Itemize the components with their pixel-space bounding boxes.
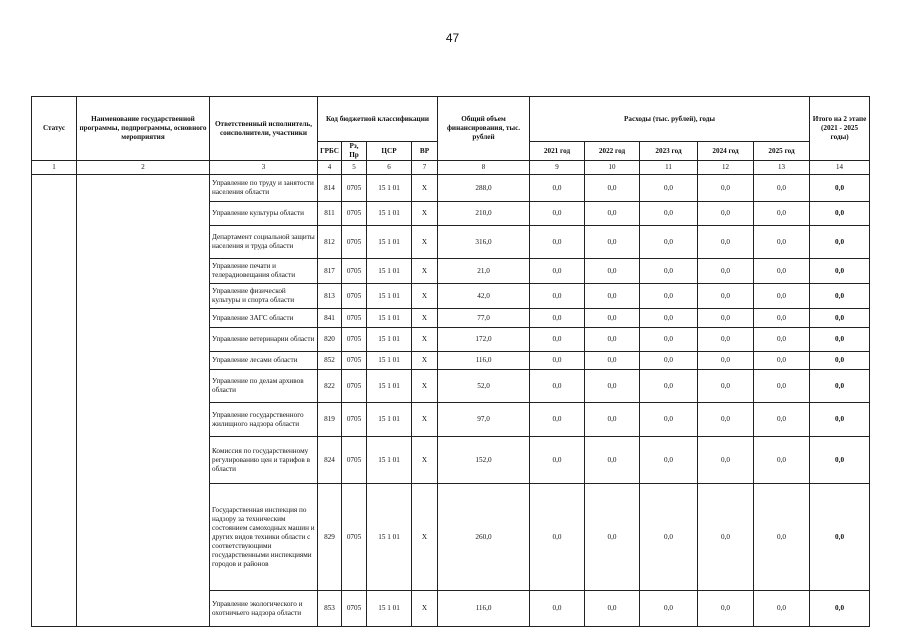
year-2021-cell: 0,0 (530, 437, 585, 484)
year-2021-cell: 0,0 (530, 202, 585, 226)
stage-total-cell: 0,0 (810, 591, 870, 627)
column-number: 11 (640, 161, 698, 175)
total-funding-cell: 210,0 (438, 202, 530, 226)
rz-pr-cell: 0705 (342, 309, 367, 328)
year-2025-cell: 0,0 (754, 403, 810, 437)
year-2022-cell: 0,0 (585, 591, 640, 627)
csr-cell: 15 1 01 (367, 328, 412, 352)
vr-cell: Х (412, 437, 438, 484)
total-funding-cell: 116,0 (438, 352, 530, 370)
total-funding-cell: 97,0 (438, 403, 530, 437)
status-cell (32, 175, 77, 627)
year-2022-cell: 0,0 (585, 370, 640, 403)
year-2023-cell: 0,0 (640, 403, 698, 437)
stage-total-cell: 0,0 (810, 403, 870, 437)
year-2025-cell: 0,0 (754, 226, 810, 259)
csr-cell: 15 1 01 (367, 370, 412, 403)
stage-total-cell: 0,0 (810, 328, 870, 352)
csr-cell: 15 1 01 (367, 352, 412, 370)
column-number: 1 (32, 161, 77, 175)
year-2022-cell: 0,0 (585, 259, 640, 284)
total-funding-cell: 52,0 (438, 370, 530, 403)
rz-pr-cell: 0705 (342, 437, 367, 484)
rz-pr-cell: 0705 (342, 352, 367, 370)
grbs-cell: 813 (318, 284, 342, 309)
year-2025-cell: 0,0 (754, 437, 810, 484)
year-2025-cell: 0,0 (754, 284, 810, 309)
rz-pr-cell: 0705 (342, 370, 367, 403)
grbs-cell: 822 (318, 370, 342, 403)
year-2021-cell: 0,0 (530, 309, 585, 328)
year-2024-cell: 0,0 (698, 403, 754, 437)
year-2023-cell: 0,0 (640, 284, 698, 309)
year-2021-cell: 0,0 (530, 484, 585, 591)
rz-pr-cell: 0705 (342, 403, 367, 437)
header-year-2025: 2025 год (754, 142, 810, 161)
header-year-2022: 2022 год (585, 142, 640, 161)
total-funding-cell: 77,0 (438, 309, 530, 328)
csr-cell: 15 1 01 (367, 202, 412, 226)
year-2021-cell: 0,0 (530, 370, 585, 403)
year-2023-cell: 0,0 (640, 259, 698, 284)
grbs-cell: 814 (318, 175, 342, 202)
header-program: Наименование государственной программы, подпрограммы, основного мероприятия (77, 97, 210, 161)
budget-table (31, 96, 870, 627)
stage-total-cell: 0,0 (810, 259, 870, 284)
rz-pr-cell: 0705 (342, 484, 367, 591)
year-2023-cell: 0,0 (640, 370, 698, 403)
year-2024-cell: 0,0 (698, 328, 754, 352)
grbs-cell: 852 (318, 352, 342, 370)
stage-total-cell: 0,0 (810, 175, 870, 202)
vr-cell: Х (412, 328, 438, 352)
column-number: 12 (698, 161, 754, 175)
header-year-2024: 2024 год (698, 142, 754, 161)
year-2023-cell: 0,0 (640, 437, 698, 484)
year-2024-cell: 0,0 (698, 226, 754, 259)
vr-cell: Х (412, 484, 438, 591)
year-2023-cell: 0,0 (640, 309, 698, 328)
year-2021-cell: 0,0 (530, 259, 585, 284)
header-status: Статус (32, 97, 77, 161)
program-cell (77, 175, 210, 627)
year-2022-cell: 0,0 (585, 437, 640, 484)
executor-cell: Управление по труду и занятости населения области (210, 175, 318, 202)
year-2021-cell: 0,0 (530, 284, 585, 309)
table-row (32, 175, 870, 202)
rz-pr-cell: 0705 (342, 175, 367, 202)
column-number: 10 (585, 161, 640, 175)
grbs-cell: 817 (318, 259, 342, 284)
grbs-cell: 824 (318, 437, 342, 484)
year-2021-cell: 0,0 (530, 591, 585, 627)
header-csr: ЦСР (367, 142, 412, 161)
year-2022-cell: 0,0 (585, 202, 640, 226)
year-2022-cell: 0,0 (585, 309, 640, 328)
csr-cell: 15 1 01 (367, 309, 412, 328)
vr-cell: Х (412, 226, 438, 259)
year-2023-cell: 0,0 (640, 591, 698, 627)
header-expenses: Расходы (тыс. рублей), годы (530, 97, 810, 142)
vr-cell: Х (412, 352, 438, 370)
column-number: 4 (318, 161, 342, 175)
executor-cell: Управление физической культуры и спорта области (210, 284, 318, 309)
vr-cell: Х (412, 591, 438, 627)
header-executor: Ответственный исполнитель, соисполнители, участники (210, 97, 318, 161)
year-2025-cell: 0,0 (754, 591, 810, 627)
stage-total-cell: 0,0 (810, 309, 870, 328)
stage-total-cell: 0,0 (810, 226, 870, 259)
year-2025-cell: 0,0 (754, 309, 810, 328)
rz-pr-cell: 0705 (342, 591, 367, 627)
column-number: 7 (412, 161, 438, 175)
csr-cell: 15 1 01 (367, 403, 412, 437)
executor-cell: Государственная инспекция по надзору за техническим состоянием самоходных машин и других видов техники области с соответствующими государственными инспекциями городов и районов (210, 484, 318, 591)
total-funding-cell: 288,0 (438, 175, 530, 202)
year-2021-cell: 0,0 (530, 403, 585, 437)
column-number: 5 (342, 161, 367, 175)
year-2021-cell: 0,0 (530, 352, 585, 370)
year-2023-cell: 0,0 (640, 202, 698, 226)
year-2024-cell: 0,0 (698, 437, 754, 484)
year-2022-cell: 0,0 (585, 175, 640, 202)
year-2024-cell: 0,0 (698, 370, 754, 403)
total-funding-cell: 116,0 (438, 591, 530, 627)
executor-cell: Управление лесами области (210, 352, 318, 370)
column-number: 14 (810, 161, 870, 175)
rz-pr-cell: 0705 (342, 226, 367, 259)
rz-pr-cell: 0705 (342, 328, 367, 352)
year-2024-cell: 0,0 (698, 284, 754, 309)
stage-total-cell: 0,0 (810, 352, 870, 370)
csr-cell: 15 1 01 (367, 437, 412, 484)
executor-cell: Управление культуры области (210, 202, 318, 226)
stage-total-cell: 0,0 (810, 484, 870, 591)
csr-cell: 15 1 01 (367, 284, 412, 309)
header-total-funding: Общий объем финансирования, тыс. рублей (438, 97, 530, 161)
executor-cell: Управление печати и телерадиовещания области (210, 259, 318, 284)
year-2025-cell: 0,0 (754, 259, 810, 284)
vr-cell: Х (412, 370, 438, 403)
rz-pr-cell: 0705 (342, 259, 367, 284)
vr-cell: Х (412, 175, 438, 202)
year-2023-cell: 0,0 (640, 352, 698, 370)
vr-cell: Х (412, 284, 438, 309)
year-2021-cell: 0,0 (530, 175, 585, 202)
column-number: 9 (530, 161, 585, 175)
stage-total-cell: 0,0 (810, 370, 870, 403)
year-2025-cell: 0,0 (754, 175, 810, 202)
year-2024-cell: 0,0 (698, 202, 754, 226)
year-2024-cell: 0,0 (698, 484, 754, 591)
year-2022-cell: 0,0 (585, 284, 640, 309)
rz-pr-cell: 0705 (342, 202, 367, 226)
csr-cell: 15 1 01 (367, 484, 412, 591)
column-number: 3 (210, 161, 318, 175)
header-grbs: ГРБС (318, 142, 342, 161)
column-number: 2 (77, 161, 210, 175)
vr-cell: Х (412, 309, 438, 328)
csr-cell: 15 1 01 (367, 175, 412, 202)
executor-cell: Управление государственного жилищного надзора области (210, 403, 318, 437)
header-stage-total: Итого на 2 этапе (2021 - 2025 годы) (810, 97, 870, 161)
year-2022-cell: 0,0 (585, 328, 640, 352)
header-year-2023: 2023 год (640, 142, 698, 161)
header-rz-pr: Рз, Пр (342, 142, 367, 161)
year-2024-cell: 0,0 (698, 309, 754, 328)
total-funding-cell: 21,0 (438, 259, 530, 284)
year-2025-cell: 0,0 (754, 352, 810, 370)
year-2023-cell: 0,0 (640, 328, 698, 352)
year-2023-cell: 0,0 (640, 484, 698, 591)
executor-cell: Комиссия по государственному регулированию цен и тарифов в области (210, 437, 318, 484)
executor-cell: Управление экологического и охотничьего надзора области (210, 591, 318, 627)
csr-cell: 15 1 01 (367, 226, 412, 259)
csr-cell: 15 1 01 (367, 259, 412, 284)
column-number-row (32, 161, 870, 175)
year-2022-cell: 0,0 (585, 226, 640, 259)
grbs-cell: 812 (318, 226, 342, 259)
year-2024-cell: 0,0 (698, 259, 754, 284)
executor-cell: Департамент социальной защиты населения и труда области (210, 226, 318, 259)
year-2022-cell: 0,0 (585, 352, 640, 370)
header-year-2021: 2021 год (530, 142, 585, 161)
column-number: 13 (754, 161, 810, 175)
header-vr: ВР (412, 142, 438, 161)
grbs-cell: 829 (318, 484, 342, 591)
year-2021-cell: 0,0 (530, 226, 585, 259)
total-funding-cell: 152,0 (438, 437, 530, 484)
executor-cell: Управление ЗАГС области (210, 309, 318, 328)
year-2025-cell: 0,0 (754, 370, 810, 403)
year-2025-cell: 0,0 (754, 484, 810, 591)
vr-cell: Х (412, 403, 438, 437)
executor-cell: Управление по делам архивов области (210, 370, 318, 403)
grbs-cell: 819 (318, 403, 342, 437)
year-2022-cell: 0,0 (585, 484, 640, 591)
total-funding-cell: 260,0 (438, 484, 530, 591)
year-2024-cell: 0,0 (698, 352, 754, 370)
grbs-cell: 841 (318, 309, 342, 328)
vr-cell: Х (412, 259, 438, 284)
total-funding-cell: 316,0 (438, 226, 530, 259)
year-2025-cell: 0,0 (754, 202, 810, 226)
stage-total-cell: 0,0 (810, 284, 870, 309)
grbs-cell: 811 (318, 202, 342, 226)
year-2021-cell: 0,0 (530, 328, 585, 352)
year-2023-cell: 0,0 (640, 226, 698, 259)
year-2022-cell: 0,0 (585, 403, 640, 437)
stage-total-cell: 0,0 (810, 437, 870, 484)
vr-cell: Х (412, 202, 438, 226)
year-2024-cell: 0,0 (698, 175, 754, 202)
header-budget-code: Код бюджетной классификации (318, 97, 438, 142)
total-funding-cell: 172,0 (438, 328, 530, 352)
rz-pr-cell: 0705 (342, 284, 367, 309)
csr-cell: 15 1 01 (367, 591, 412, 627)
page-number: 47 (445, 31, 460, 45)
grbs-cell: 820 (318, 328, 342, 352)
grbs-cell: 853 (318, 591, 342, 627)
column-number: 8 (438, 161, 530, 175)
year-2025-cell: 0,0 (754, 328, 810, 352)
year-2023-cell: 0,0 (640, 175, 698, 202)
total-funding-cell: 42,0 (438, 284, 530, 309)
year-2024-cell: 0,0 (698, 591, 754, 627)
executor-cell: Управление ветеринарии области (210, 328, 318, 352)
column-number: 6 (367, 161, 412, 175)
stage-total-cell: 0,0 (810, 202, 870, 226)
